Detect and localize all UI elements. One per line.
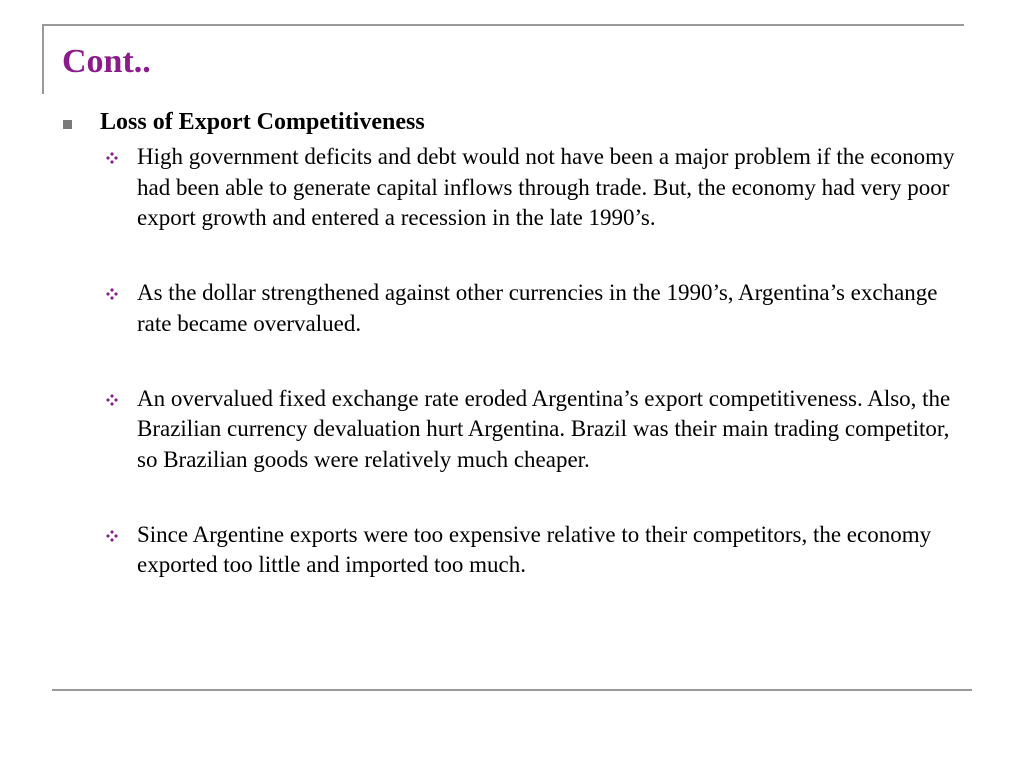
sub-bullet-text: Since Argentine exports were too expensive relative to their competitors, the economy exported too little and imported too much. bbox=[137, 521, 932, 578]
sub-bullet-text: An overvalued fixed exchange rate eroded Argentina’s export competitiveness. Also, the Brazilian currency devaluation hurt Argentina. Brazil was their main trading competitor, so Brazilian goods were relatively much cheaper. bbox=[137, 385, 951, 472]
diamond-cluster-bullet-icon bbox=[106, 288, 118, 300]
bullet-heading bbox=[62, 106, 972, 138]
sub-bullet bbox=[62, 142, 972, 234]
sub-bullet bbox=[62, 520, 972, 581]
sub-bullet-text: As the dollar strengthened against other currencies in the 1990’s, Argentina’s exchange rate became overvalued. bbox=[137, 280, 938, 336]
sub-bullet bbox=[62, 384, 972, 476]
sub-bullet bbox=[62, 278, 972, 339]
sub-bullet-text: High government deficits and debt would not have been a major problem if the economy had been able to generate capital inflows through trade. But, the economy had very poor export growth and entered a recession in the late 1990’s. bbox=[137, 144, 955, 231]
left-rule bbox=[42, 24, 44, 94]
bottom-rule bbox=[52, 689, 972, 691]
slide-title: Cont.. bbox=[62, 43, 151, 80]
diamond-cluster-bullet-icon bbox=[106, 152, 118, 164]
heading-text: Loss of Export Competitiveness bbox=[100, 109, 425, 135]
diamond-cluster-bullet-icon bbox=[106, 530, 118, 542]
diamond-cluster-bullet-icon bbox=[106, 394, 118, 406]
slide-content bbox=[62, 106, 972, 625]
top-rule bbox=[42, 24, 964, 26]
square-bullet-icon bbox=[63, 120, 72, 129]
